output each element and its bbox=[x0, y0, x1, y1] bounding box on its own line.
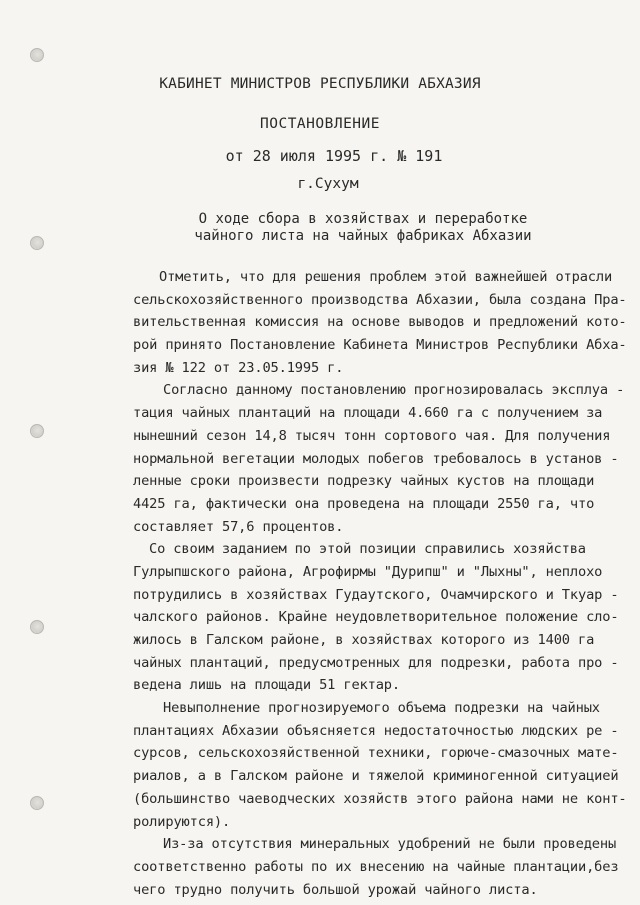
punch-hole bbox=[30, 48, 44, 62]
body-line: Невыполнение прогнозируемого объема подрезки на чайных bbox=[163, 700, 600, 717]
subject-line: чайного листа на чайных фабриках Абхазии bbox=[194, 228, 532, 244]
body-line: плантациях Абхазии объясняется недостаточностью людских ре - bbox=[133, 722, 619, 739]
body-line: потрудились в хозяйствах Гудаутского, Очамчирского и Ткуар - bbox=[133, 586, 619, 603]
punch-hole bbox=[30, 236, 44, 250]
body-line: жилось в Галском районе, в хозяйствах которого из 1400 га bbox=[133, 632, 595, 648]
body-line: ведена лишь на площади 51 гектар. bbox=[133, 677, 400, 694]
body-line: нынешний сезон 14,8 тысяч тонн сортового чая. Для получения bbox=[133, 427, 611, 444]
body-line: ленные сроки произвести подрезку чайных кустов на площади bbox=[133, 473, 595, 490]
punch-hole bbox=[30, 620, 44, 634]
document-title: КАБИНЕТ МИНИСТРОВ РЕСПУБЛИКИ АБХАЗИЯ bbox=[159, 76, 481, 92]
body-line: Согласно данному постановлению прогнозировалась эксплуа - bbox=[163, 382, 625, 399]
body-line: вительственная комиссия на основе выводов и предложений кото- bbox=[133, 314, 627, 331]
body-line: (большинство чаеводческих хозяйств этого района нами не конт- bbox=[133, 790, 627, 807]
body-line: Гулрыпшского района, Агрофирмы "Дурипш" и "Лыхны", неплохо bbox=[133, 563, 603, 580]
body-line: зия № 122 от 23.05.1995 г. bbox=[133, 359, 344, 376]
body-line: Отметить, что для решения проблем этой важнейшей отрасли bbox=[159, 269, 613, 285]
document-date: от 28 июля 1995 г. № 191 bbox=[225, 147, 443, 165]
body-line: Со своим заданием по этой позиции справились хозяйства bbox=[149, 541, 586, 558]
body-line: сурсов, сельскохозяйственной техники, горюче-смазочных мате- bbox=[133, 745, 619, 762]
body-line: составляет 57,6 процентов. bbox=[133, 518, 344, 535]
punch-hole bbox=[30, 424, 44, 438]
body-line: нормальной вегетации молодых побегов требовалось в установ - bbox=[133, 450, 619, 467]
body-line: рой принято Постановление Кабинета Министров Республики Абха- bbox=[133, 337, 627, 354]
body-line: чего трудно получить большой урожай чайного листа. bbox=[133, 881, 538, 898]
body-line: 4425 га, фактически она проведена на площади 2550 га, что bbox=[133, 495, 595, 512]
subject-line: О ходе сбора в хозяйствах и переработке bbox=[198, 211, 528, 227]
document-type: ПОСТАНОВЛЕНИЕ bbox=[260, 116, 380, 132]
body-line: риалов, а в Галском районе и тяжелой криминогенной ситуацией bbox=[133, 768, 619, 785]
body-line: сельскохозяйственного производства Абхазии, была создана Пра- bbox=[133, 291, 627, 308]
body-line: ролируются). bbox=[133, 813, 231, 830]
body-line: чайных плантаций, предусмотренных для подрезки, работа про - bbox=[133, 654, 619, 671]
body-line: соответственно работы по их внесению на чайные плантации,без bbox=[133, 858, 619, 875]
body-line: Из-за отсутствия минеральных удобрений не были проведены bbox=[163, 836, 617, 853]
punch-hole bbox=[30, 796, 44, 810]
body-line: тация чайных плантаций на площади 4.660 га с получением за bbox=[133, 405, 603, 422]
body-line: чалского районов. Крайне неудовлетворительное положение сло- bbox=[133, 609, 619, 626]
document-subject bbox=[178, 211, 548, 245]
document-body bbox=[133, 266, 627, 901]
document-city: г.Сухум bbox=[297, 176, 359, 192]
